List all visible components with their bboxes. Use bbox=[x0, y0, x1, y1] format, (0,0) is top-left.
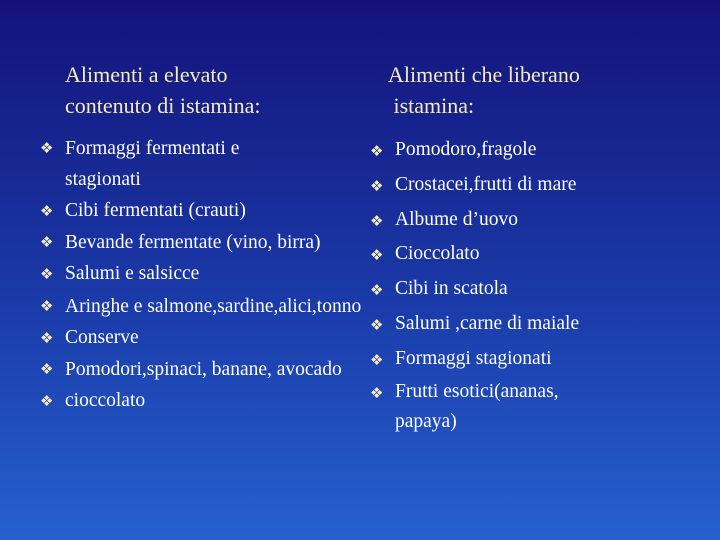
diamond-bullet-icon: ❖ bbox=[370, 315, 384, 334]
list-item: ❖ Crostacei,frutti di mare bbox=[370, 168, 700, 203]
list-item: ❖ Frutti esotici(ananas, papaya) bbox=[370, 377, 625, 437]
list-item: ❖ Formaggi fermentati e stagionati bbox=[40, 133, 305, 195]
diamond-bullet-icon: ❖ bbox=[370, 246, 384, 265]
left-heading bbox=[65, 59, 345, 121]
diamond-bullet-icon: ❖ bbox=[370, 176, 384, 195]
list-item: ❖ Albume d’uovo bbox=[370, 203, 700, 238]
left-bullet-list bbox=[40, 133, 362, 418]
list-item: ❖ cioccolato bbox=[40, 385, 340, 417]
diamond-bullet-icon: ❖ bbox=[40, 392, 54, 411]
diamond-bullet-icon: ❖ bbox=[370, 142, 384, 160]
diamond-bullet-icon: ❖ bbox=[40, 328, 54, 347]
left-heading-line1: Alimenti a elevato bbox=[65, 62, 228, 87]
diamond-bullet-icon: ❖ bbox=[370, 281, 384, 300]
diamond-bullet-icon: ❖ bbox=[370, 350, 384, 369]
left-heading-line2: contenuto di istamina: bbox=[65, 93, 261, 118]
diamond-bullet-icon: ❖ bbox=[370, 211, 384, 230]
right-heading-line2: istamina bbox=[393, 93, 469, 118]
diamond-bullet-icon: ❖ bbox=[40, 233, 54, 252]
diamond-bullet-icon: ❖ bbox=[40, 360, 54, 379]
right-bullet-list bbox=[370, 133, 700, 437]
diamond-bullet-icon: ❖ bbox=[40, 139, 54, 157]
right-heading-colon: : bbox=[468, 93, 475, 118]
diamond-bullet-icon: ❖ bbox=[40, 265, 54, 284]
list-item: ❖ Cioccolato bbox=[370, 237, 700, 272]
list-item: ❖ Salumi ,carne di maiale bbox=[370, 307, 700, 342]
diamond-bullet-icon: ❖ bbox=[40, 296, 54, 315]
right-heading bbox=[388, 59, 688, 121]
list-item: ❖ Cibi in scatola bbox=[370, 272, 700, 307]
list-item: ❖ Conserve bbox=[40, 322, 340, 354]
list-item: ❖ Bevande fermentate (vino, birra) bbox=[40, 227, 335, 258]
list-item: ❖ Salumi e salsicce bbox=[40, 258, 340, 290]
right-heading-line1: Alimenti che liberano bbox=[388, 62, 580, 87]
list-item: ❖ Aringhe e salmone,sardine,alici,tonno bbox=[40, 291, 365, 322]
list-item: ❖ Pomodoro,fragole bbox=[370, 133, 700, 168]
list-item: ❖ Pomodori,spinaci, banane, avocado bbox=[40, 354, 355, 385]
diamond-bullet-icon: ❖ bbox=[370, 383, 384, 402]
diamond-bullet-icon: ❖ bbox=[40, 202, 54, 220]
list-item: ❖ Formaggi stagionati bbox=[370, 342, 700, 377]
list-item: ❖ Cibi fermentati (crauti) bbox=[40, 195, 340, 227]
